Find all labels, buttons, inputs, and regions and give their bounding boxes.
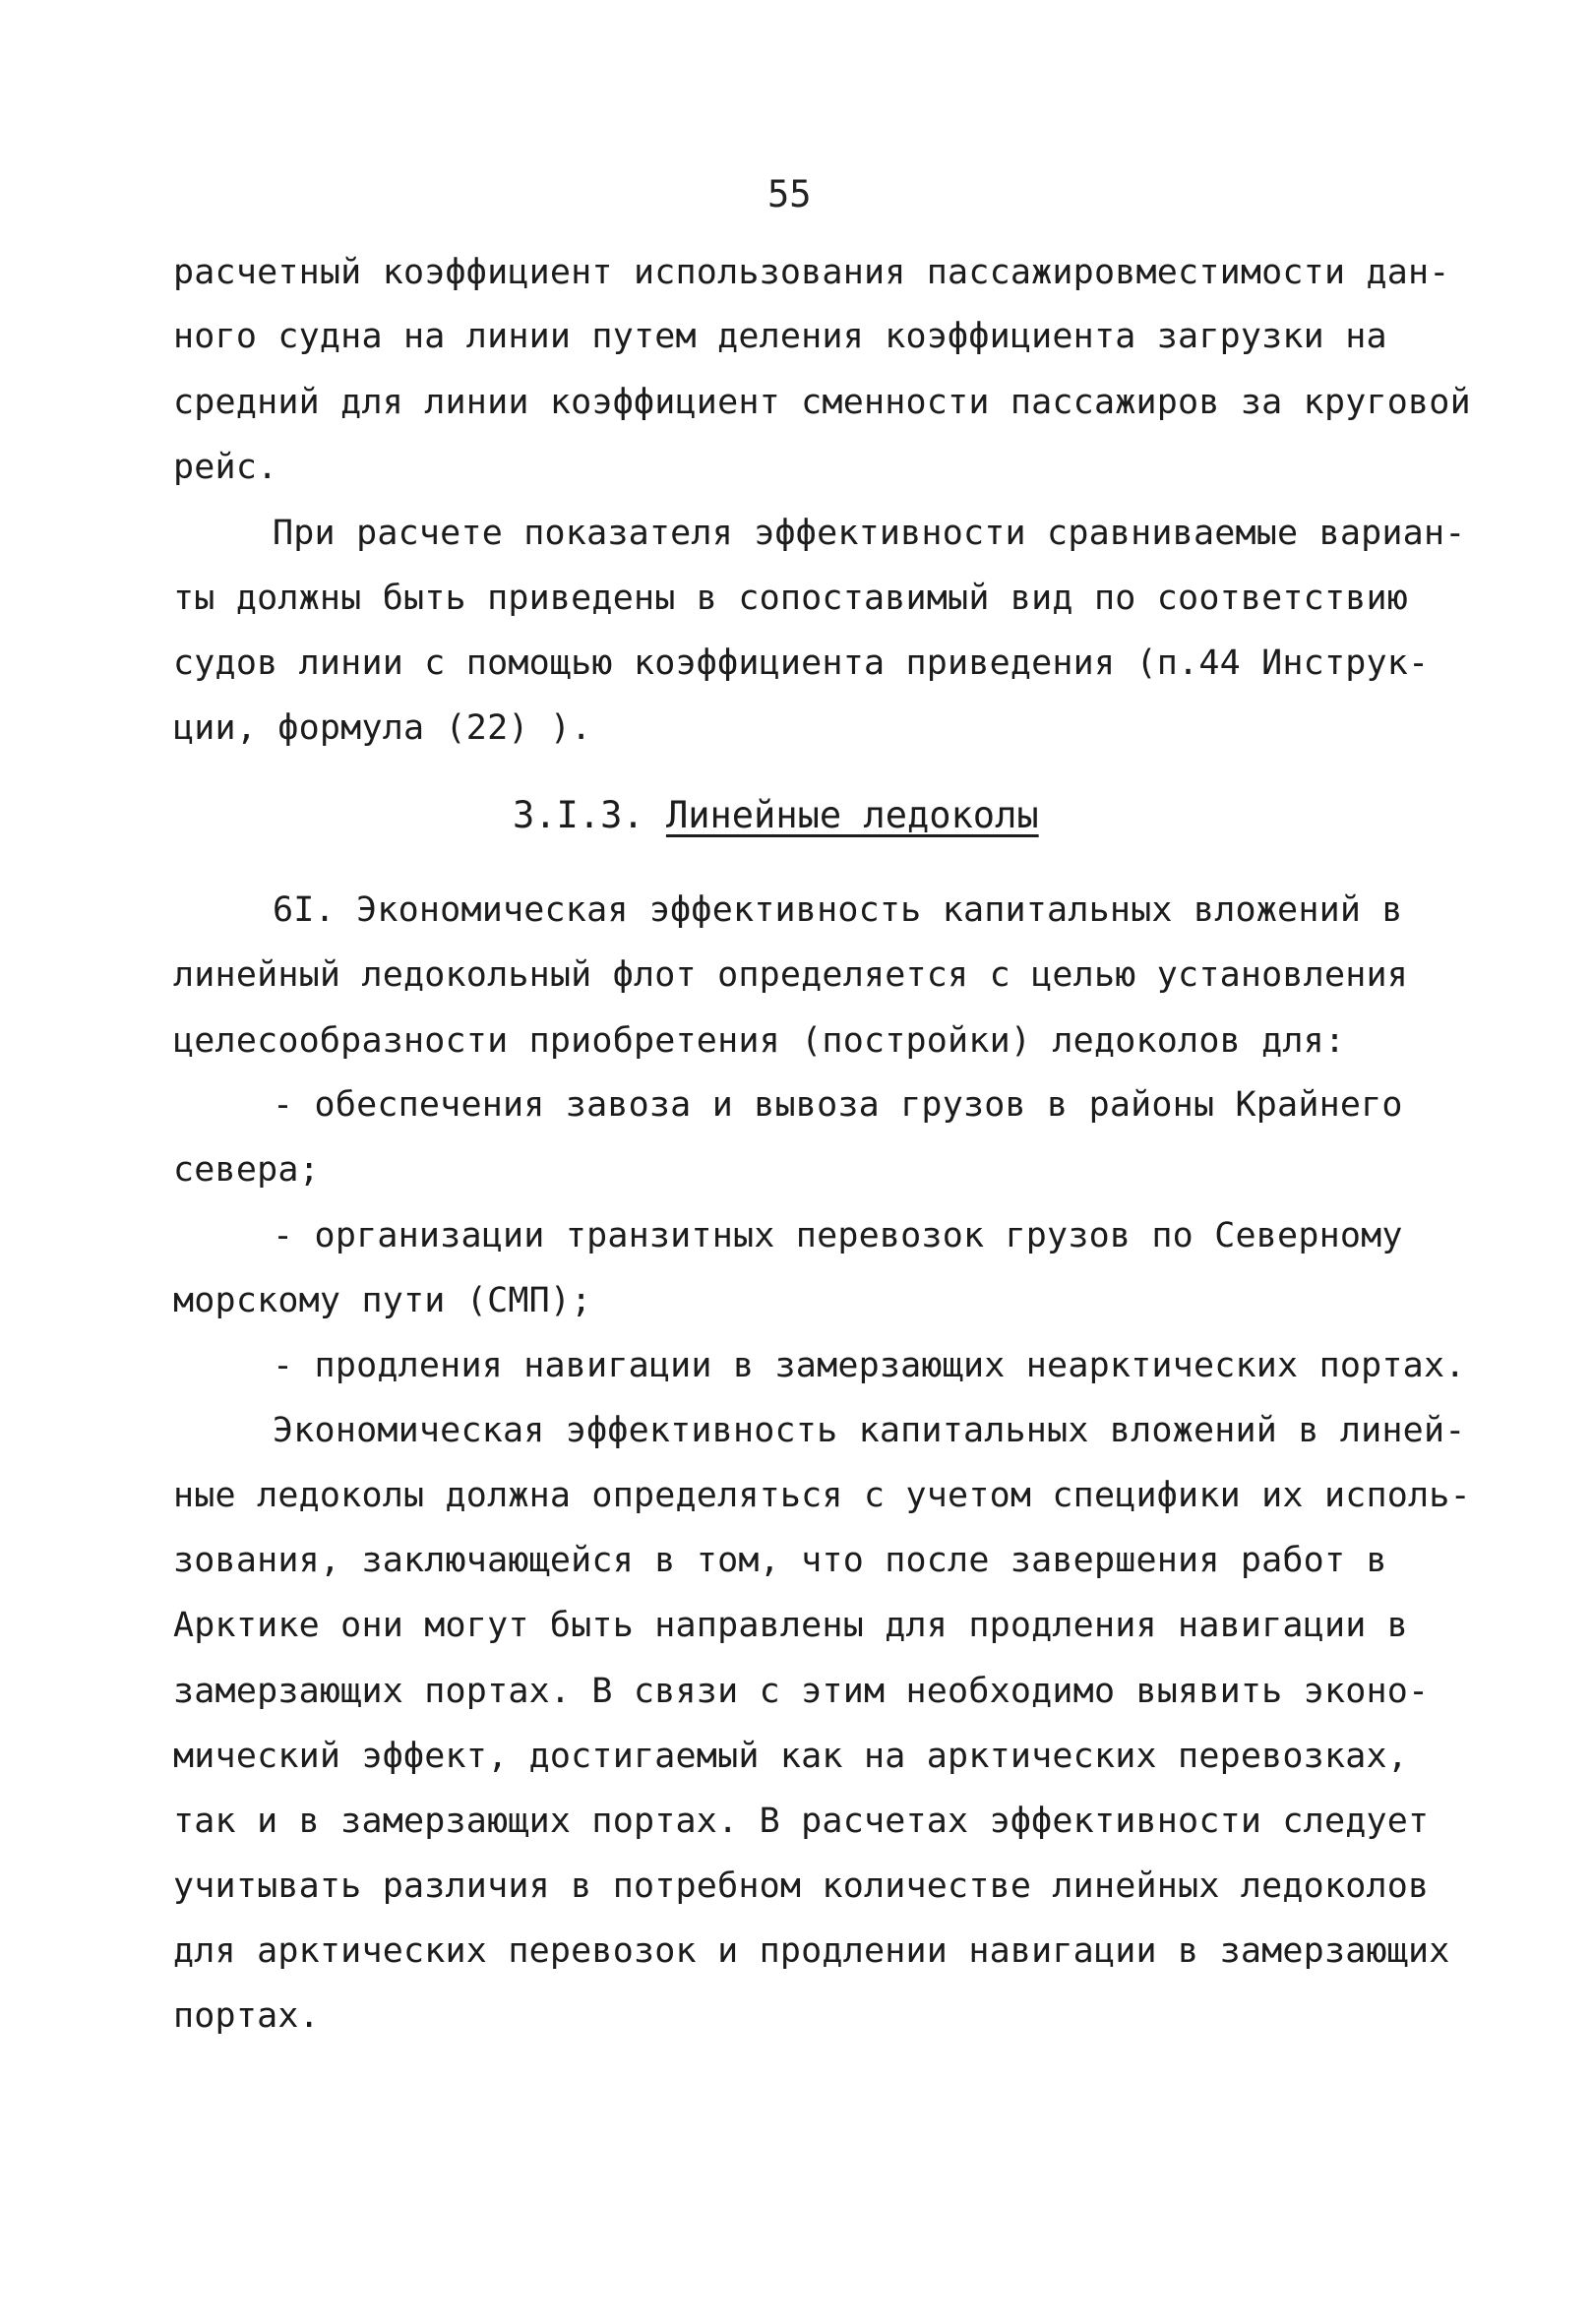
text-line: учитывать различия в потребном количестве линейных ледоколов xyxy=(173,1866,1430,1906)
text-line: - организации транзитных перевозок грузов по Северному xyxy=(273,1216,1403,1255)
section-heading xyxy=(513,793,1039,838)
text-line: так и в замерзающих портах. В расчетах эффективности следует xyxy=(173,1802,1430,1841)
text-line: ного судна на линии путем деления коэффициента загрузки на xyxy=(173,317,1387,356)
page-number: 55 xyxy=(767,173,812,215)
text-line: - продления навигации в замерзающих неарктических портах. xyxy=(273,1346,1466,1385)
text-line: Арктике они могут быть направлены для продления навигации в xyxy=(173,1606,1409,1645)
text-line: зования, заключающейся в том, что после завершения работ в xyxy=(173,1541,1387,1580)
text-line: ции, формула (22) ). xyxy=(173,708,592,748)
text-line: портах. xyxy=(173,1996,320,2036)
text-line: для арктических перевозок и продлении навигации в замерзающих xyxy=(173,1931,1450,1971)
text-line: расчетный коэффициент использования пассажировместимости дан- xyxy=(173,253,1450,292)
text-line: линейный ледокольный флот определяется с целью установления xyxy=(173,955,1409,995)
text-line: целесообразности приобретения (постройки) ледоколов для: xyxy=(173,1021,1346,1061)
text-line: замерзающих портах. В связи с этим необходимо выявить эконо- xyxy=(173,1672,1430,1711)
text-line: - обеспечения завоза и вывоза грузов в районы Крайнего xyxy=(273,1085,1403,1125)
text-line: судов линии с помощью коэффициента приведения (п.44 Инструк- xyxy=(173,643,1430,683)
text-line: 6I. Экономическая эффективность капитальных вложений в xyxy=(273,890,1403,930)
section-title: Линейные ледоколы xyxy=(665,794,1039,836)
text-line: При расчете показателя эффективности сравниваемые вариан- xyxy=(273,514,1466,553)
text-line: ты должны быть приведены в сопоставимый вид по соответствию xyxy=(173,579,1409,618)
text-line: средний для линии коэффициент сменности пассажиров за круговой xyxy=(173,383,1471,422)
text-line: морскому пути (СМП); xyxy=(173,1281,592,1320)
text-line: севера; xyxy=(173,1150,320,1190)
text-line: ные ледоколы должна определяться с учетом специфики их исполь- xyxy=(173,1476,1471,1515)
text-line: рейс. xyxy=(173,448,278,487)
section-number: 3.I.3. xyxy=(513,794,644,836)
text-line: Экономическая эффективность капитальных вложений в линей- xyxy=(273,1411,1466,1450)
text-line: мический эффект, достигаемый как на арктических перевозках, xyxy=(173,1737,1409,1776)
